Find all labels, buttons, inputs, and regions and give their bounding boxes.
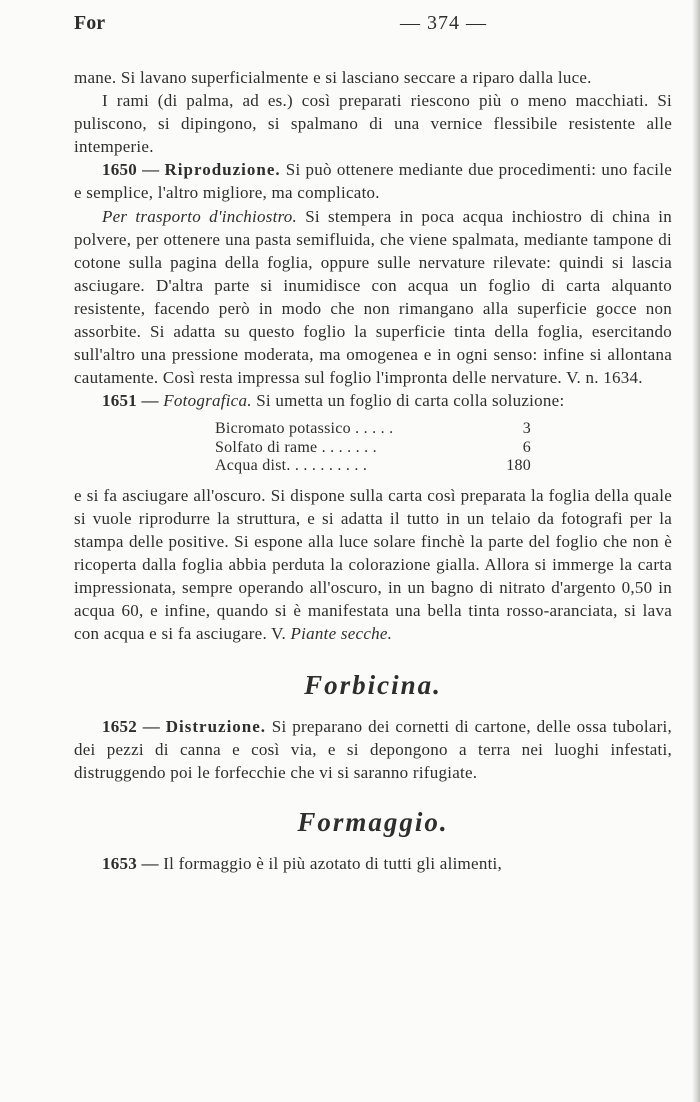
entry-text: Si preparano dei cornetti di cartone, delle ossa tubolari, dei pezzi di canna e così via, e si depongono a terra nei luoghi infestati, distruggendo poi le forfecchie che vi si saranno rifugiate. bbox=[74, 716, 673, 782]
running-head-word: For bbox=[74, 12, 106, 34]
entry-1653 bbox=[74, 852, 672, 875]
recipe-row bbox=[215, 457, 531, 476]
entry-heading: Distruzione. bbox=[165, 716, 267, 736]
section-heading-formaggio: Formaggio. bbox=[297, 806, 449, 837]
entry-1650 bbox=[74, 158, 672, 204]
entry-number: 1650 — bbox=[102, 160, 160, 180]
entry-number: 1653 — bbox=[102, 853, 159, 873]
entry-1651 bbox=[74, 389, 672, 412]
ingredient-qty: 180 bbox=[506, 457, 531, 475]
italic-lead: Per trasporto d'inchiostro. bbox=[102, 206, 298, 226]
paragraph-text: e si fa asciugare all'oscuro. Si dispone sulla carta così preparata la foglia della quale si vuole riprodurre la struttura, e si adatta il tutto in un telaio da fotografi per la stampa delle positive. Si espone alla luce solare finchè la parte del foglio che non è ricoperta dalla foglia abbia perduta la colorazione gialla. Allora si immerge la carta impressionata, sempre operando all'oscuro, in un bagno di nitrato d'argento 0,50 in acqua 60, e infine, quando si è manifestata una bella tinta rosso-aranciata, si lava con acqua e si fa asciugare. V. bbox=[74, 485, 672, 644]
page-number: — 374 — bbox=[400, 12, 487, 34]
entry-text: Si può ottenere mediante due procedimenti: uno facile e semplice, l'altro migliore, ma complicato. bbox=[74, 160, 673, 203]
paragraph-procedure bbox=[74, 484, 672, 646]
entry-text: Si umetta un foglio di carta colla soluzione: bbox=[256, 391, 565, 411]
entry-heading: Riproduzione. bbox=[164, 160, 281, 180]
entry-text: Il formaggio è il più azotato di tutti gli alimenti, bbox=[163, 853, 503, 873]
paragraph-text: I rami (di palma, ad es.) così preparati riescono più o meno macchiati. Si puliscono, si dipingono, si spalmano di una vernice flessibile resistente alle intemperie. bbox=[74, 91, 672, 157]
section-heading-forbicina: Forbicina. bbox=[304, 669, 442, 700]
paragraph-rami bbox=[74, 89, 672, 158]
recipe-table bbox=[215, 420, 531, 476]
paragraph-text: Si stempera in poca acqua inchiostro di china in polvere, per ottenere una pasta semifluida, che viene spalmata, mediante tampone di cotone sulla pagina della foglia, oppure sulle nervature rilevate: quindi si lascia asciugare. D'altra parte si inumidisce con acqua un foglio di carta alquanto resistente, facendo però in modo che non rimangano alla superficie gocce non assorbite. Si adatta su questo foglio la superficie tinta della foglia, esercitando sull'altro una pressione moderata, ma omogenea e in ogni senso: infine si allontana cautamente. Così resta impressa sul foglio l'impronta delle nervature. V. n. 1634. bbox=[74, 206, 672, 388]
entry-number: 1652 — bbox=[102, 716, 160, 736]
ingredient-qty: 6 bbox=[522, 438, 531, 456]
paragraph-continuation bbox=[74, 66, 672, 89]
cross-reference: Piante secche. bbox=[290, 624, 393, 644]
paragraph-text: mane. Si lavano superficialmente e si lasciano seccare a riparo dalla luce. bbox=[74, 68, 592, 87]
recipe-row bbox=[215, 420, 531, 439]
ingredient-qty: 3 bbox=[522, 420, 531, 438]
page-body bbox=[74, 66, 672, 875]
entry-number: 1651 — bbox=[102, 391, 159, 411]
page-edge-shadow bbox=[692, 0, 700, 1102]
recipe-row bbox=[215, 439, 531, 458]
entry-1652 bbox=[74, 715, 672, 784]
entry-heading: Fotografica. bbox=[163, 391, 252, 411]
running-header bbox=[74, 12, 672, 38]
ingredient-name: Solfato di rame . . . . . . . bbox=[215, 438, 377, 456]
ingredient-name: Acqua dist. . . . . . . . . . bbox=[215, 457, 368, 475]
ingredient-name: Bicromato potassico . . . . . bbox=[215, 420, 394, 438]
paragraph-trasporto bbox=[74, 205, 672, 390]
